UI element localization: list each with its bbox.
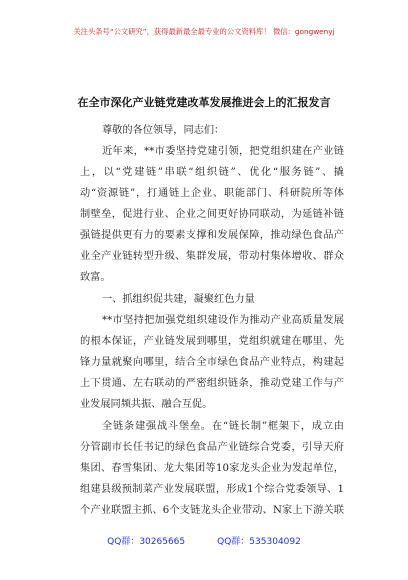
paragraph-line: 集团、春雪集团、龙大集团等10家龙头企业为发起单位， — [80, 463, 344, 474]
salutation: 尊敬的各位领导，同志们： — [102, 125, 225, 136]
paragraph-line: 业全产业链转型升级、集群发展，带动村集体增收、群众 — [80, 251, 344, 262]
paragraph-line: 近年来，**市委坚持党建引领，把党组织建在产业链 — [102, 146, 344, 157]
paragraph-line: 个产业联盟主抓、6个支链龙头企业带动、N家上下游关联 — [80, 505, 344, 516]
paragraph-line: 分管副市长任书记的绿色食品产业链综合党委，引导天府 — [80, 442, 344, 453]
paragraph-line: 强链提供更有力的要素支撑和发展保障，推动绿色食品产 — [80, 230, 344, 241]
promo-banner: 关注头条号“公文研究”，获得最新最全最专业的公文资料库！ 微信：gongwenyj — [73, 27, 335, 36]
qq-group-1: QQ群：30265665 — [107, 537, 186, 547]
paragraph-line: 的根本保证，产业链发展到哪里，党组织就建在哪里、先 — [80, 336, 344, 347]
paragraph-line: 制壁垒，促进行业、企业之间更好协同联动，为延链补链 — [80, 209, 344, 220]
paragraph-line: 锋力量就聚向哪里，结合全市绿色食品产业特点，构建起 — [80, 357, 344, 368]
paragraph-line: 上，以“党建链”串联“组织链”、优化“服务链”、撬 — [80, 167, 344, 178]
paragraph-line: 致富。 — [80, 272, 111, 283]
contact-footer — [0, 534, 408, 547]
paragraph-line: 上下贯通、左右联动的严密组织链条，推动党建工作与产 — [80, 378, 344, 389]
paragraph-line: 业发展同频共振、融合互促。 — [80, 399, 213, 410]
paragraph-line: 组建县级预制菜产业发展联盟，形成1个综合党委领导、1 — [80, 484, 344, 495]
qq-group-2: QQ群：535304092 — [217, 537, 301, 547]
paragraph-line: **市坚持把加强党组织建设作为推动产业高质量发展 — [102, 315, 344, 326]
paragraph-line: 动“资源链”，打通链上企业、职能部门、科研院所等体 — [80, 188, 344, 199]
section-heading: 一、抓组织促共建，凝聚红色力量 — [102, 294, 255, 305]
document-title: 在全市深化产业链党建改革发展推进会上的汇报发言 — [77, 96, 331, 109]
paragraph-line: 全链条建强战斗堡垒。在“链长制”框架下，成立由 — [102, 421, 344, 432]
